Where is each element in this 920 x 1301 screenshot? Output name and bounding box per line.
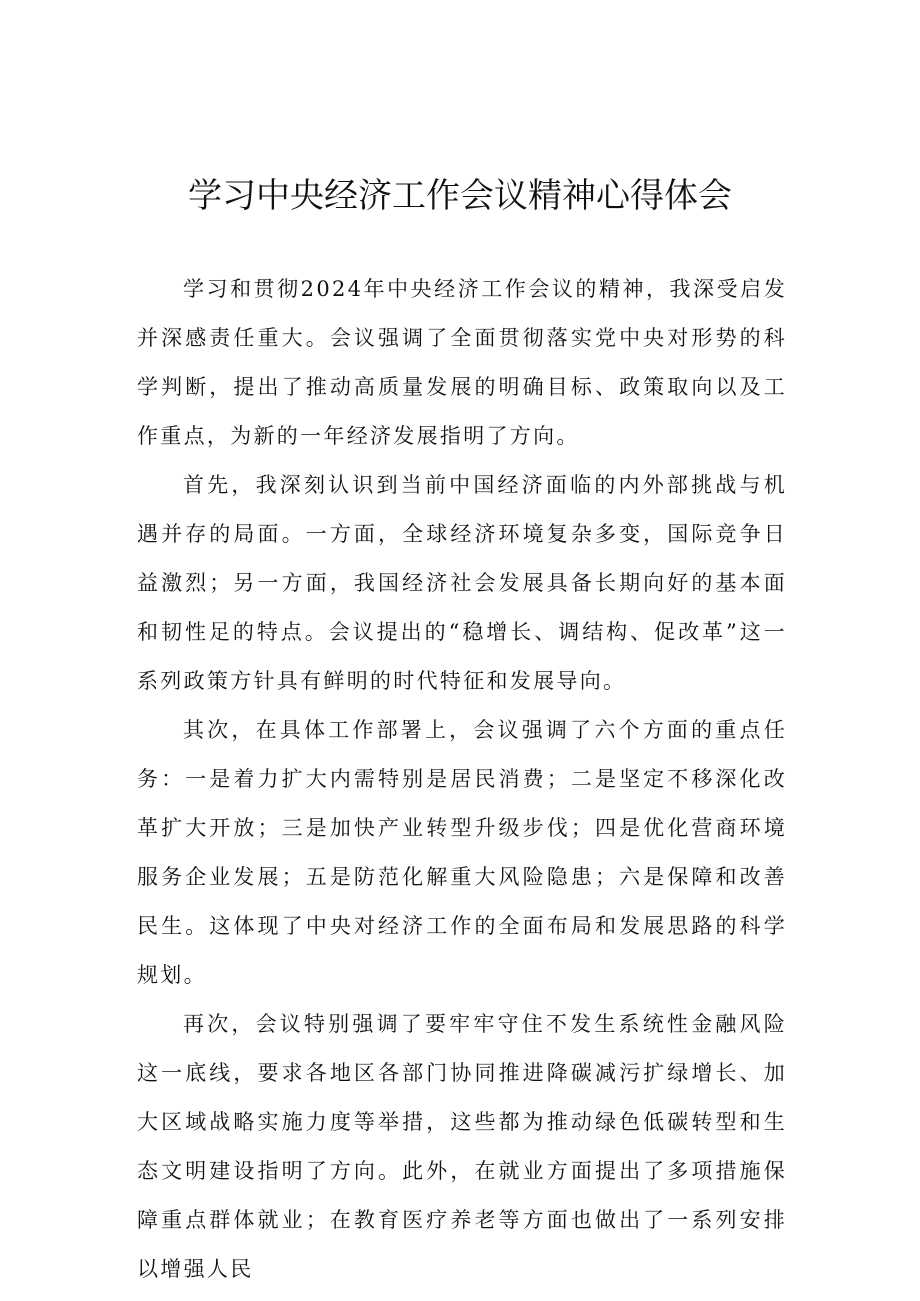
page-title: 学习中央经济工作会议精神心得体会: [188, 176, 732, 216]
document-body: [137, 265, 787, 1294]
paragraph-3: 其次，在具体工作部署上，会议强调了六个方面的重点任务：一是着力扩大内需特别是居民消费；二是坚定不移深化改革扩大开放；三是加快产业转型升级步伐；四是优化营商环境服务企业发展；五是防范化解重大风险隐患；六是保障和改善民生。这体现了中央对经济工作的全面布局和发展思路的科学规划。: [137, 718, 787, 987]
paragraph-1: 学习和贯彻2024年中央经济工作会议的精神，我深受启发并深感责任重大。会议强调了全面贯彻落实党中央对形势的科学判断，提出了推动高质量发展的明确目标、政策取向以及工作重点，为新的一年经济发展指明了方向。: [137, 277, 787, 448]
paragraph-2: 首先，我深刻认识到当前中国经济面临的内外部挑战与机遇并存的局面。一方面，全球经济环境复杂多变，国际竞争日益激烈；另一方面，我国经济社会发展具备长期向好的基本面和韧性足的特点。会议提出的“稳增长、调结构、促改革”这一系列政策方针具有鲜明的时代特征和发展导向。: [137, 473, 787, 693]
paragraph-4: 再次，会议特别强调了要牢牢守住不发生系统性金融风险这一底线，要求各地区各部门协同推进降碳减污扩绿增长、加大区域战略实施力度等举措，这些都为推动绿色低碳转型和生态文明建设指明了方向。此外，在就业方面提出了多项措施保障重点群体就业；在教育医疗养老等方面也做出了一系列安排以增强人民: [137, 1012, 787, 1281]
